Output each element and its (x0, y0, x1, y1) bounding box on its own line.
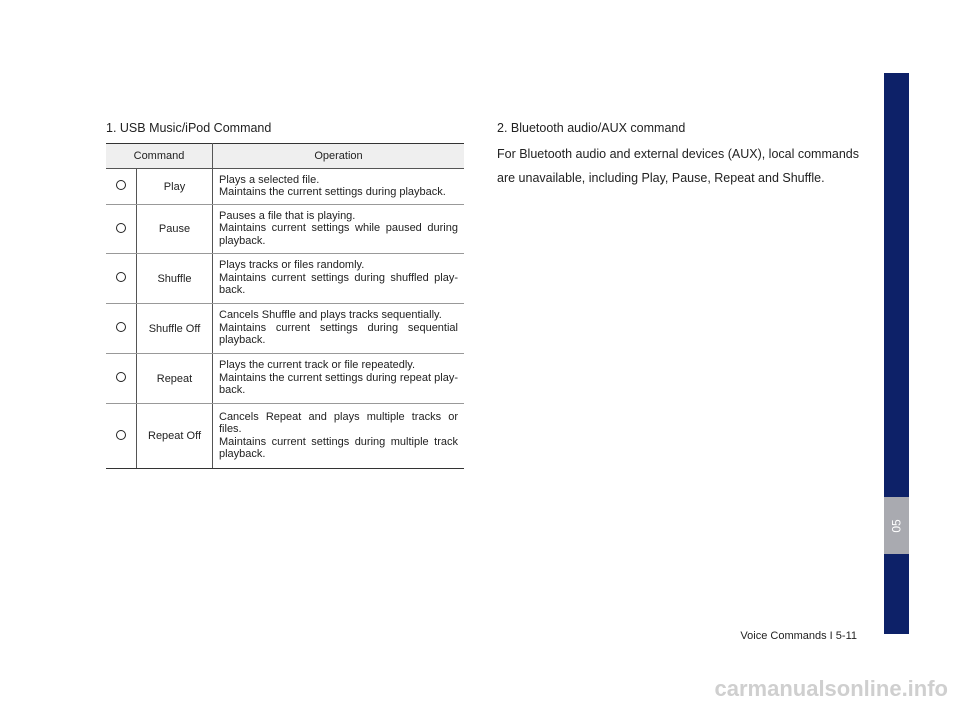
operation-line: Maintains current settings while paused during playback. (219, 222, 458, 247)
operation-line: Cancels Shuffle and plays tracks sequentially. (219, 309, 442, 322)
table-row (106, 169, 464, 205)
usb-command-table (106, 143, 464, 469)
command-operation (213, 254, 465, 304)
bluetooth-section-title: 2. Bluetooth audio/AUX command (497, 121, 686, 135)
chapter-number-label: 05 (889, 518, 904, 533)
circle-icon (116, 223, 126, 233)
operation-line: Plays tracks or files randomly. (219, 259, 365, 272)
command-name: Shuffle Off (137, 304, 213, 354)
circle-icon (116, 372, 126, 382)
command-operation (213, 354, 465, 404)
command-operation (213, 404, 465, 469)
circle-icon (116, 322, 126, 332)
operation-line: Maintains current settings during shuffled play-back. (219, 271, 458, 297)
circle-icon (116, 180, 126, 190)
table-row (106, 205, 464, 254)
table-row (106, 354, 464, 404)
command-name: Repeat (137, 354, 213, 404)
operation-line: Maintains the current settings during playback. (219, 186, 446, 198)
command-name: Pause (137, 205, 213, 254)
command-operation (213, 205, 465, 254)
circle-icon (116, 272, 126, 282)
command-name: Play (137, 169, 213, 205)
command-operation (213, 304, 465, 354)
command-operation (213, 169, 465, 205)
operation-line: Plays a selected file. (219, 173, 320, 186)
table-row (106, 404, 464, 469)
command-name: Shuffle (137, 254, 213, 304)
table-row (106, 304, 464, 354)
circle-icon (116, 430, 126, 440)
table-header-row (106, 144, 464, 169)
operation-line: Maintains the current settings during repeat play-back. (219, 371, 458, 397)
table-row (106, 254, 464, 304)
chapter-number (884, 497, 909, 554)
command-column-header: Command (106, 144, 213, 169)
command-name: Repeat Off (137, 404, 213, 469)
operation-line: Plays the current track or file repeatedly. (219, 359, 416, 372)
operation-column-header: Operation (213, 144, 465, 169)
watermark: carmanualsonline.info (714, 676, 948, 701)
usb-section-title: 1. USB Music/iPod Command (106, 121, 272, 135)
operation-line: Pauses a file that is playing. (219, 209, 356, 222)
operation-line: Maintains current settings during multiple track playback. (219, 435, 458, 460)
bluetooth-paragraph: For Bluetooth audio and external devices (AUX), local commands are unavailable, including Play, Pause, Repeat and Shuffle. (497, 147, 859, 185)
page-footer: Voice Commands I 5-11 (740, 630, 857, 642)
operation-line: Cancels Repeat and plays multiple tracks or files. (219, 410, 458, 435)
operation-line: Maintains current settings during sequential playback. (219, 321, 458, 347)
